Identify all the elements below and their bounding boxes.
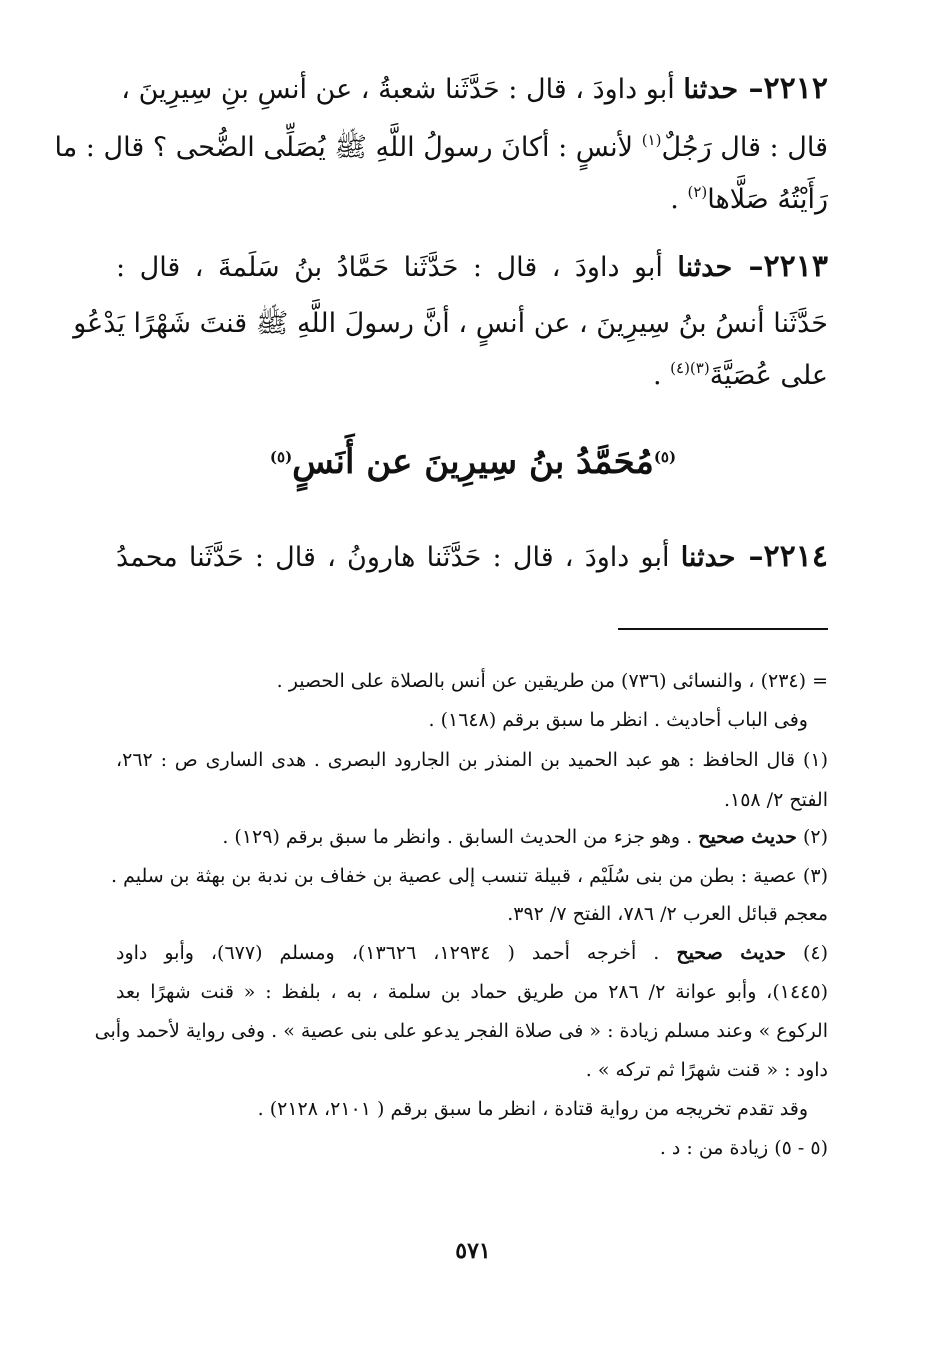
footnote-1: (١) قال الحافظ : هو عبد الحميد بن المنذر بن الجارود البصرى . هدى السارى ص : ٢٦٢، [116, 749, 828, 771]
narration-opening: حدثنا [683, 74, 739, 105]
hadith-text: أبو داودَ ، قال : حَدَّثَنا شعبةُ ، عن أنسِ بنِ سِيرِينَ ، [121, 74, 675, 105]
footnote-1: الفتح ٢/ ١٥٨. [723, 789, 828, 811]
hadith-number: ٢٢١٤ [763, 539, 828, 574]
section-heading [0, 442, 946, 482]
footnote-4: وقد تقدم تخريجه من رواية قتادة ، انظر ما سبق برقم ( ٢١٠١، ٢١٢٨) . [257, 1098, 808, 1120]
footnote-text: . وهو جزء من الحديث السابق . وانظر ما سبق برقم (١٢٩) . [222, 826, 693, 848]
footnote-marker: (١) [641, 131, 662, 149]
footnote-4: (١٤٤٥)، وأبو عوانة ٢/ ٢٨٦ من طريق حماد بن سلمة ، به ، بلفظ : « قنت شهرًا بعد [116, 981, 828, 1003]
footnote-continuation: = (٢٣٤) ، والنسائى (٧٣٦) من طريقين عن أنس بالصلاة على الحصير . [276, 670, 828, 692]
section-title: مُحَمَّدُ بنُ سِيرِينَ عن أَنَسٍ [292, 442, 654, 482]
hadith-text: . [670, 184, 679, 215]
footnote-number: (٤) [802, 942, 829, 964]
footnote-separator [618, 628, 828, 630]
footnote-2 [116, 828, 828, 847]
footnote-3: معجم قبائل العرب ٢/ ٧٨٦، الفتح ٧/ ٣٩٢. [507, 903, 828, 925]
footnote-continuation: وفى الباب أحاديث . انظر ما سبق برقم (١٦٤٨) . [428, 709, 808, 731]
hadith-text: أبو داودَ ، قال : حَدَّثَنا حَمَّادُ بنُ سَلَمةَ ، قال : [116, 252, 663, 283]
footnote-4: الركوع » وعند مسلم زيادة : « فى صلاة الفجر يدعو على بنى عصية » . وفى رواية لأحمد وأبى [94, 1020, 828, 1042]
footnote-marker: (٢) [687, 183, 708, 201]
footnote-4: داود : « قنت شهرًا ثم تركه » . [585, 1059, 828, 1081]
hadith-text: لأنسٍ : أكانَ رسولُ اللَّهِ ﷺ يُصَلِّى الضُّحى ؟ قال : ما [54, 132, 634, 163]
hadith-text: قال : قال رَجُلٌ [661, 132, 828, 163]
narration-opening: حدثنا [677, 252, 733, 283]
page-number: ٥٧١ [455, 1238, 491, 1264]
hadith-2212-line-3 [116, 183, 828, 215]
footnote-4 [116, 944, 828, 963]
hadith-text: رَأَيْتُهُ صَلَّاها [707, 184, 828, 215]
hadith-number: ٢٢١٣ [763, 249, 828, 284]
footnote-marker: (٥) [653, 448, 677, 466]
footnote-marker: (٥) [269, 448, 293, 466]
hadith-2213-line-3 [116, 359, 828, 391]
footnote-text: . أخرجه أحمد ( ١٢٩٣٤، ١٣٦٢٦)، ومسلم (٦٧٧)، وأبو داود [116, 942, 660, 964]
footnote-3: (٣) عصية : بطن من بنى سُلَيْم ، قبيلة تنسب إلى عصية بن خفاف بن ندبة بن بهثة بن سليم . [110, 865, 828, 887]
narration-opening: حدثنا [680, 542, 736, 573]
hadith-text: على عُصَيَّةَ [709, 360, 828, 391]
hadith-2213-line-2 [73, 308, 828, 339]
footnote-number: (٢) [802, 826, 828, 848]
hadith-text: حَدَّثَنا أنسُ بنُ سِيرِينَ ، عن أنسٍ ، أنَّ رسولَ اللَّهِ ﷺ قنتَ شَهْرًا يَدْعُو [73, 308, 828, 339]
grading: حديث صحيح [698, 826, 797, 848]
footnote-marker: (٣)(٤) [670, 359, 710, 377]
hadith-2212-line-1: ٢٢١٢– حدثنا أبو داودَ ، قال : حَدَّثَنا شعبةُ ، عن أنسِ بنِ سِيرِينَ ، [121, 71, 828, 106]
hadith-text: أبو داودَ ، قال : حَدَّثَنا هارونُ ، قال : حَدَّثَنا محمدُ [116, 542, 670, 573]
hadith-2212-line-2 [54, 131, 828, 163]
footnote-5: (٥ - ٥) زيادة من : د . [659, 1137, 828, 1159]
hadith-text: . [652, 360, 662, 391]
hadith-number: ٢٢١٢ [763, 71, 828, 106]
hadith-2213-line-1: ٢٢١٣– حدثنا أبو داودَ ، قال : حَدَّثَنا حَمَّادُ بنُ سَلَمةَ ، قال : [116, 249, 828, 284]
hadith-2214-line-1: ٢٢١٤– حدثنا أبو داودَ ، قال : حَدَّثَنا هارونُ ، قال : حَدَّثَنا محمدُ [116, 539, 828, 574]
grading: حديث صحيح [676, 942, 786, 964]
